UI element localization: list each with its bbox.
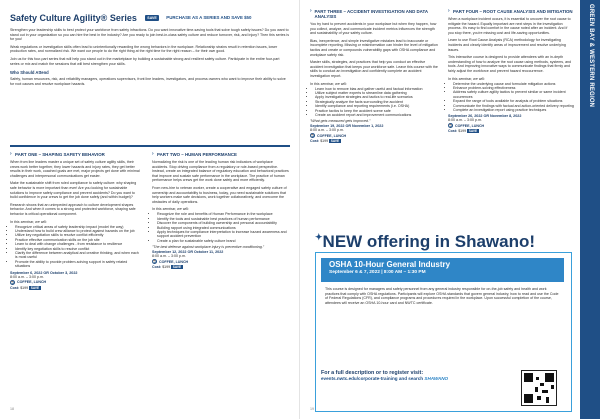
list-item: • Utilize subject matter experts to streamline data gathering xyxy=(315,91,438,95)
session-time: 8:00 a.m. – 3:00 p.m. xyxy=(10,274,44,279)
list-item: • Expand the range of tools available for analysis of problem situations xyxy=(453,99,574,103)
part-heading: › PART ONE – SHAPING SAFETY BEHAVIOR xyxy=(10,151,105,157)
list-item: • Practice tactics to keep the accident scene safe xyxy=(315,109,438,113)
register-prompt: For a full description or to register visit: xyxy=(321,370,424,376)
part-paragraph: Bias, inexperience, and simple investigative mistakes lead to inaccurate or incomplete reporting. Missing or misinformation can hinder the level of mitigation tactics and create or compounds vulnerability gaps with OSHA compliance and workplace safety risk. xyxy=(310,38,438,57)
new-offering-body xyxy=(325,287,561,308)
series-title: Safety Culture Agility® Series xyxy=(10,12,137,23)
who-heading: Who Should Attend xyxy=(10,70,49,76)
list-item: • Utilize key negotiation skills to resolve conflict efficiently xyxy=(15,233,142,237)
list-item: • Promote the ability to provide problem-solving support in safety related situations xyxy=(15,260,142,269)
chevron-right-icon: › xyxy=(310,8,312,14)
cost-line: Cost: $199 SAVE xyxy=(10,285,40,290)
list-item: • Apply techniques for compliance interpretation to increase hazard awareness and support accident prevention xyxy=(157,230,290,239)
save-badge: SAVE xyxy=(30,285,40,290)
part-four xyxy=(448,9,574,133)
objectives-list xyxy=(448,82,574,113)
cost-line: Cost: $199 SAVE xyxy=(448,129,478,134)
list-item: • Enhance problem-solving effectiveness xyxy=(453,86,574,90)
part-paragraph: This interactive course is designed to provide attendees with an in-depth understanding of how to analyze the root cause using methods, systems, and tools. And improving innovative ways to communicate findings that firmly and fairly adjust the workforce and prevent hazard reoccurrence. xyxy=(448,55,572,73)
banner-title: OSHA 10-Hour General Industry xyxy=(329,260,451,269)
session-time: 8:00 a.m. – 3:00 p.m. xyxy=(152,254,186,259)
series-promo: PURCHASE AS A SERIES AND SAVE $50 xyxy=(166,15,252,21)
list-item: • Recognize critical areas of safety leadership impact (model the way) xyxy=(15,225,142,229)
list-item: • Address safety culture agility tactics to prevent similar or same incident occurrences xyxy=(453,90,574,99)
part-paragraph: When from line leaders master a unique set of safety culture agility skills, their crews work better together, they lower hazards and injury rates, they get better results in their work, coached goals are met, major projects get done with minimal challenges and interpersonal communications get easier. xyxy=(10,160,140,178)
save-badge: SAVE xyxy=(147,15,157,20)
seminar-label: In this seminar, we will: xyxy=(310,81,347,86)
list-item: • Identify the tools and sustainable best practices of human performance xyxy=(157,217,290,221)
intro-paragraph: Strengthen your leadership skills to best protect your workforce from safety infractions. Do you want innovative time-saving tools that solve tough safety issues? Do you want to stand out in your organization so you can hire the best in the industry? Are you ready to join best-in-class safety culture and reduce turnover, risk, and injury? Then this series is for you! xyxy=(10,28,289,42)
session-time: 8:00 a.m. – 3:00 p.m. xyxy=(448,118,482,123)
list-item: • Strategically analyze the facts surrounding the accident xyxy=(315,100,438,104)
intro-paragraph: Join us for this four-part series that will help you stand out in the marketplace by building a sustainable strong and resilient safety culture. Participate in the entire four-part series or mix and match the sessions that will best strengthen your skills. xyxy=(10,56,280,66)
save-badge: SAVE xyxy=(172,265,182,270)
coffee-icon: ☕ xyxy=(10,279,15,284)
seminar-label: In this seminar, we will: xyxy=(448,76,485,81)
session-dates: September 6, 2022 OR October 3, 2022 xyxy=(10,270,78,275)
save-badge: SAVE xyxy=(330,139,340,144)
part-paragraph: Master skills, strategies, and practices that help you conduct an effective accident investigation that keeps your workforce safe. Leave this course with the skills to conduct an investigation and confidently complete an accident investigation report. xyxy=(310,60,438,78)
region-tab-label: GREEN BAY & WESTERN REGION xyxy=(588,4,594,108)
coffee-icon: ☕ xyxy=(448,123,453,128)
coffee-lunch: ☕ COFFEE, LUNCH xyxy=(10,279,47,285)
part-paragraph: Research shows that an unimpeded approach to culture development shapes behavior. And when it comes to a strong and protected workforce, shaping safe behavior is critical operational component. xyxy=(10,202,136,216)
list-item: • Apply investigative strategies and tactics to real-life scenarios xyxy=(315,95,438,99)
objectives-list xyxy=(10,225,142,269)
seminar-label: In this seminar, we will: xyxy=(152,207,189,212)
list-item: • Create a plan for sustainable safety culture brand xyxy=(157,239,290,243)
section-divider xyxy=(10,145,290,147)
session-time: 8:00 a.m. – 3:00 p.m. xyxy=(310,128,344,133)
list-item: • Complete an investigation report using practice techniques xyxy=(453,108,574,112)
session-dates: September 19, 2022 OR November 1, 2022 xyxy=(310,124,384,129)
coffee-icon: ☕ xyxy=(310,133,315,138)
who-text: Safety, human resources, risk, and reliability managers, operations supervisors, front line leaders, investigators, and process owners who want to improve their ability to solve for root causes and resolve workplace hazards. xyxy=(10,77,286,86)
list-item: • Identify key negotiation skills to resolve conflict xyxy=(15,247,142,251)
session-dates: September 26, 2022 OR November 8, 2022 xyxy=(448,114,522,119)
seminar-label: In this seminar, we will: xyxy=(10,219,47,224)
part-paragraph: From new-hire to veteran worker, create a cooperative and engaged safety culture of ownership and accountability to business, today, you need sustainable solutions that help workers make safe decisions, work together collaboratively, and overcome the obstacles of daily operations. xyxy=(152,185,287,204)
banner-subtitle: September 6 & 7, 2022 | 8:00 AM – 1:30 PM xyxy=(329,270,426,275)
chevron-right-icon: › xyxy=(10,151,12,157)
part-heading: › PART FOUR – ROOT CAUSE ANALYSIS AND MITIGATION xyxy=(448,8,573,14)
register-link[interactable]: events.nwtc.edu/corporate-training and search SHAWANO xyxy=(321,376,449,381)
coffee-lunch: ☕ COFFEE, LUNCH xyxy=(448,123,485,128)
cost-line: Cost: $199 SAVE xyxy=(152,265,182,270)
quote: "What gets measured gets improved." xyxy=(310,119,371,124)
list-item: • Discover the components of building ownership and personal accountability xyxy=(157,221,290,225)
list-item: • Practice effective communication skills on the job site xyxy=(15,238,142,242)
list-item: • Clarify the difference between analytical and creative thinking, and when each is most useful xyxy=(15,251,142,260)
list-item: • Recognize the role and benefits of Human Performance in the workplace xyxy=(157,212,290,216)
part-three xyxy=(310,9,438,143)
part-heading: › PART THREE – ACCIDENT INVESTIGATION AND DATA ANALYSIS xyxy=(310,8,428,19)
list-item: • Learn how to remove bias and gather useful and factual information xyxy=(315,87,438,91)
quote: "The best defense against workplace injury is preventive conditioning." xyxy=(152,245,265,250)
series-intro xyxy=(10,28,290,89)
course-banner xyxy=(321,258,564,282)
list-item: • Building rapport using integrated communications xyxy=(157,226,290,230)
list-item: • Create an accident report and improvement communications xyxy=(315,113,438,117)
part-two xyxy=(152,152,290,269)
page-number: 18 xyxy=(10,407,14,411)
part-paragraph: You try hard to prevent accidents in your workplace but when they happen, how you collect, analyze, and communicate incident metrics influences the strength and sustainability of your safety culture. xyxy=(310,22,437,36)
qr-code-icon xyxy=(521,370,557,406)
objectives-list xyxy=(310,87,438,118)
sparkle-icon: ✦ xyxy=(315,232,323,242)
chevron-right-icon: › xyxy=(448,8,450,14)
part-heading: › PART TWO – HUMAN PERFORMANCE xyxy=(152,151,237,157)
part-paragraph: When a workplace incident occurs, it is essential to uncover the root cause to mitigate the hazard. Equally important are next steps in the investigation process. It's easy to find comfort in the cause noted after an incident. And if you stop there, you're missing cost and life-saving opportunities. xyxy=(448,17,571,35)
coffee-lunch: ☕ COFFEE, LUNCH xyxy=(152,259,189,264)
cost-line: Cost: $199 SAVE xyxy=(310,139,340,144)
coffee-lunch: ☕ COFFEE, LUNCH xyxy=(310,133,347,138)
list-item: • Communicate the findings with factual and action-oriented delivery reporting xyxy=(453,104,574,108)
coffee-icon: ☕ xyxy=(152,259,157,264)
new-offering-title: ✦NEW offering in Shawano! xyxy=(315,232,536,251)
page-number: 19 xyxy=(310,407,314,411)
session-dates: September 12, 2022 OR October 11, 2022 xyxy=(152,250,224,255)
objectives-list xyxy=(152,212,290,243)
part-one xyxy=(10,152,142,290)
part-paragraph: Normalizing the risk is one of the leading human risk indicators of workplace accidents. Stop driving compliance from a regulatory or rule-based perspective. Instead, create an integrated balance of regulatory education and behavioral practices that improve and sustain safe performance in the workplace. The practice of human performance helps crews get the work done safely and more efficiently. xyxy=(152,160,289,183)
list-item: • Understand how to build crew alliance to protect against hazards on the job xyxy=(15,229,142,233)
part-paragraph: Learn to use Root Cause Analysis (RCA) methodology for investigating incidents and clearly identify areas of improvement and resolve underlying issues. xyxy=(448,38,566,52)
list-item: • Learn to deal with change challenges - from resistance to resilience xyxy=(15,242,142,246)
part-paragraph: Make the sustainable shift from ruled compliance to safety culture: why shaping safe behavior is more important than ever! Are you looking for sustainable solutions to improve safety compliance and prevent accidents? Do you want to build confidence in your crews to get the job done safely (and within budget)? xyxy=(10,181,137,200)
chevron-right-icon: › xyxy=(152,151,154,157)
course-description: This course is designed for managers and safety personnel from any general industry responsible for on-the-job safety and health and work practices that comply with OSHA regulations. Participants will explore OSHA standards that govern general industry, how to read and use the Code of Federal Regulations (CFR), and compliance programs and procedures required in the workplace. Upon successful completion of the course, attendees will receive an OSHA 10-hour card and NWTC certificate. xyxy=(325,287,559,305)
list-item: • Identify compliance and reporting requirements (i.e. OSHA) xyxy=(315,104,438,108)
series-header xyxy=(10,9,290,22)
intro-paragraph: Weak regulations or investigation skills often lead to unintentionally rewarding the wrong behaviors in the workplace. Relationship strains result in retention issues, lower production rates, and normalized risk. We want our people to do the right thing at the right time for the right reason – for their own good. xyxy=(10,44,278,54)
save-badge: SAVE xyxy=(468,129,478,134)
register-footer xyxy=(321,370,564,406)
list-item: • Determine the underlying cause and formulate mitigation actions xyxy=(453,82,574,86)
